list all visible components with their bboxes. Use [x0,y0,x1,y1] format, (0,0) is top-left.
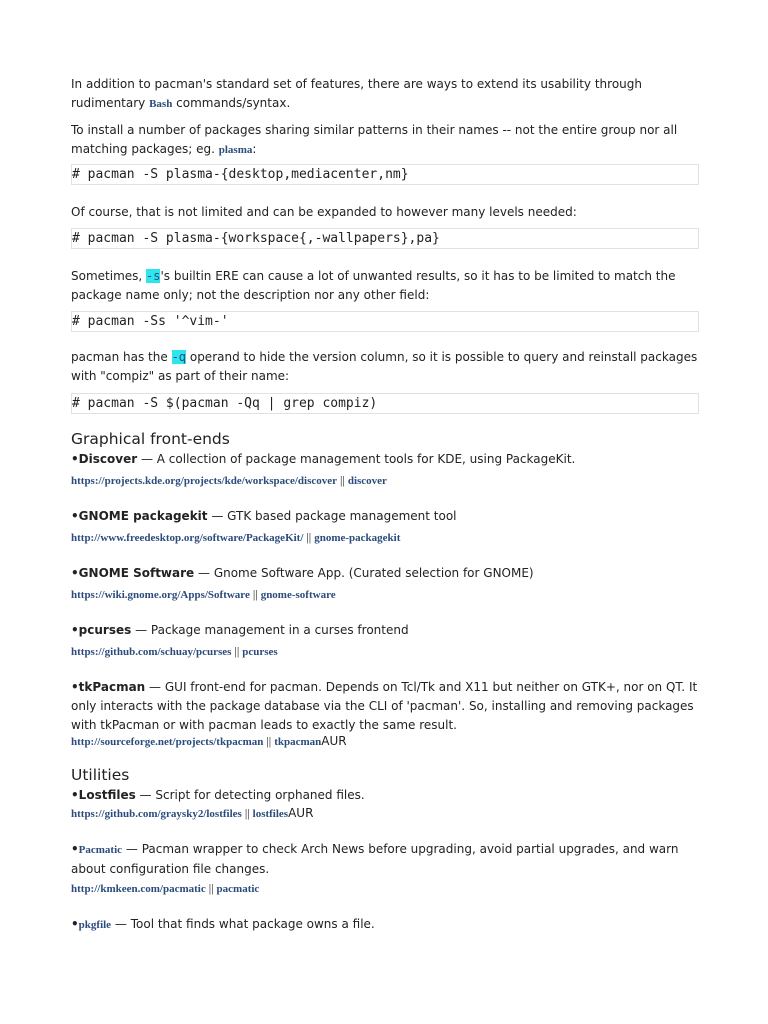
dash: — [194,566,214,580]
item-description: GUI front-end for pacman. Depends on Tcl/Tk and X11 but neither on GTK+, nor on QT. It only interacts with the package database via the CLI of 'pacman'. So, installing and removing packages with tkPacman or with pacman leads to exactly the same result. [71,680,698,732]
code-block-1: # pacman -S plasma-{desktop,mediacenter,nm} [71,164,699,185]
bullet: • [71,680,79,694]
dash: — [135,788,156,802]
list-item-gnome-software [71,564,699,583]
separator: || [249,587,261,601]
utilities-heading: Utilities [71,766,130,784]
option-q-highlight: -q [171,350,187,364]
intro-paragraph-4 [71,267,699,305]
intro-text-5-end: operand to hide the version column, so it is possible to query and reinstall packages with "compiz" as part of their name: [71,350,698,383]
bullet: • [71,566,79,580]
item-description: Pacman wrapper to check Arch News before upgrading, avoid partial upgrades, and warn about configuration file changes. [71,842,679,876]
separator: || [303,530,315,544]
list-item-discover [71,450,699,469]
upstream-link[interactable]: http://sourceforge.net/projects/tkpacman [71,736,264,748]
separator: || [241,806,253,820]
code-block-3: # pacman -Ss '^vim-' [71,311,699,332]
dash: — [122,842,142,856]
bullet: • [71,509,79,523]
item-name: Discover [78,452,138,466]
upstream-link[interactable]: http://kmkeen.com/pacmatic [71,883,206,895]
separator: || [205,881,217,895]
separator: || [263,734,275,748]
links-pcurses [71,643,278,660]
intro-paragraph-5 [71,348,699,386]
links-tkpacman [71,733,347,750]
dash: — [137,452,157,466]
dash: — [111,917,131,931]
intro-text-5: pacman has the [71,350,172,364]
item-description: GTK based package management tool [227,509,457,523]
bash-link[interactable]: Bash [149,98,173,110]
links-discover [71,472,387,489]
links-lostfiles [71,805,313,822]
item-name: GNOME packagekit [78,509,208,523]
upstream-link[interactable]: https://projects.kde.org/projects/kde/workspace/discover [71,475,338,487]
frontends-heading: Graphical front-ends [71,430,230,448]
item-description: A collection of package management tools for KDE, using PackageKit. [156,452,576,466]
item-name: pcurses [78,623,132,637]
package-link[interactable]: pacmatic [216,883,260,895]
bullet: • [71,842,79,856]
bullet: • [71,788,79,802]
list-item-gnome-packagekit [71,507,699,526]
package-link[interactable]: gnome-software [260,589,336,601]
list-item-pacmatic [71,840,699,879]
intro-paragraph-2 [71,121,699,160]
package-link[interactable]: lostfiles [252,808,289,820]
separator: || [231,644,243,658]
package-link[interactable]: tkpacman [274,736,322,748]
option-s-highlight: -s [146,269,161,283]
upstream-link[interactable]: http://www.freedesktop.org/software/PackageKit/ [71,532,304,544]
links-pacmatic [71,880,259,897]
dash: — [145,680,165,694]
pkgfile-link[interactable]: pkgfile [78,919,112,931]
aur-suffix: AUR [321,734,347,748]
item-name: tkPacman [78,680,146,694]
package-link[interactable]: gnome-packagekit [314,532,401,544]
separator: || [337,473,348,487]
bullet: • [71,623,79,637]
item-name: GNOME Software [78,566,195,580]
intro-text-1: In addition to pacman's standard set of features, there are ways to extend its usability through rudimentary [71,77,642,110]
plasma-link[interactable]: plasma [218,144,253,156]
list-item-tkpacman [71,678,699,735]
upstream-link[interactable]: https://wiki.gnome.org/Apps/Software [71,589,250,601]
intro-text-1-end: commands/syntax. [172,96,291,110]
package-link[interactable]: discover [347,475,387,487]
code-block-2: # pacman -S plasma-{workspace{,-wallpapers},pa} [71,228,699,249]
item-description: Tool that finds what package owns a file. [130,917,375,931]
dash: — [207,509,228,523]
intro-text-4-end: 's builtin ERE can cause a lot of unwanted results, so it has to be limited to match the package name only; not the description nor any other field: [71,269,676,302]
dash: — [131,623,151,637]
item-name: Lostfiles [78,788,136,802]
list-item-lostfiles [71,786,699,805]
intro-text-2-end: : [252,142,257,156]
item-description: Gnome Software App. (Curated selection for GNOME) [213,566,534,580]
bullet: • [71,452,79,466]
links-gnome-packagekit [71,529,400,546]
intro-paragraph-3: Of course, that is not limited and can be expanded to however many levels needed: [71,205,577,219]
list-item-pcurses [71,621,699,640]
intro-text-4: Sometimes, [71,269,147,283]
list-item-pkgfile [71,915,699,935]
pacmatic-link[interactable]: Pacmatic [78,844,123,856]
code-block-4: # pacman -S $(pacman -Qq | grep compiz) [71,393,699,414]
intro-text-2: To install a number of packages sharing similar patterns in their names -- not the entire group nor all matching packages; eg. [71,123,678,156]
bullet: • [71,917,79,931]
upstream-link[interactable]: https://github.com/graysky2/lostfiles [71,808,242,820]
intro-paragraph-1 [71,75,699,114]
upstream-link[interactable]: https://github.com/schuay/pcurses [71,646,232,658]
links-gnome-software [71,586,336,603]
item-description: Package management in a curses frontend [150,623,409,637]
package-link[interactable]: pcurses [242,646,278,658]
item-description: Script for detecting orphaned files. [155,788,365,802]
aur-suffix: AUR [288,806,314,820]
